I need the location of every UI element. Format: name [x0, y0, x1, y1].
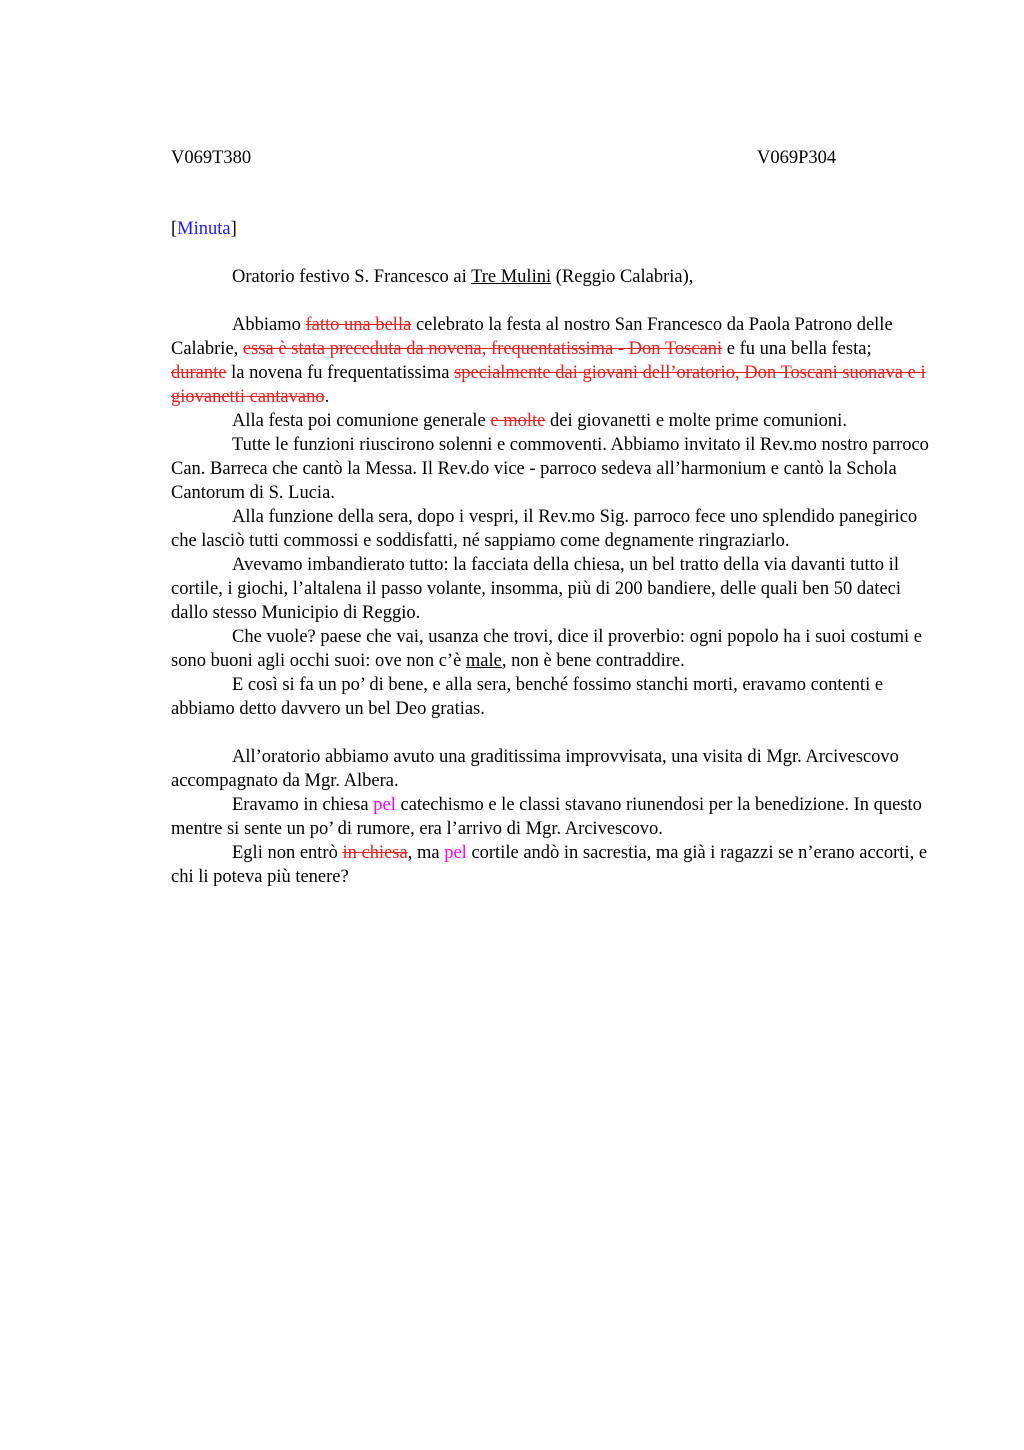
text-run: Eravamo in chiesa: [232, 795, 374, 815]
heading-text: Oratorio festivo S. Francesco ai: [232, 267, 472, 287]
paragraph-8: All’oratorio abbiamo avuto una graditissima improvvisata, una visita di Mgr. Arcivescovo accompagnato da Mgr. Albera.: [171, 747, 899, 791]
letter-heading: [171, 265, 931, 289]
deleted-text: fatto una bella: [305, 315, 412, 335]
heading-text-end: (Reggio Calabria),: [551, 267, 694, 287]
paragraph-4: Alla funzione della sera, dopo i vespri, il Rev.mo Sig. parroco fece uno splendido panegirico che lasciò tutti commossi e soddisfatti, né sappiamo come degnamente ringraziarlo.: [171, 507, 918, 551]
paragraph-3: Tutte le funzioni riuscirono solenni e commoventi. Abbiamo invitato il Rev.mo nostro parroco Can. Barreca che cantò la Messa. Il Rev.do vice - parroco sedeva all’harmonium e cantò la Schola Cantorum di S. Lucia.: [171, 435, 929, 503]
minuta-note: [171, 217, 931, 241]
text-run: celebrato la festa al nostro San Francesco da Paola Patrono delle Calabrie,: [171, 315, 893, 359]
text-run: Abbiamo: [232, 315, 306, 335]
paragraph-5: Avevamo imbandierato tutto: la facciata della chiesa, un bel tratto della via davanti tutto il cortile, i giochi, l’altalena il passo volante, insomma, più di 200 bandiere, delle quali ben 50 dateci dallo stesso Municipio di Reggio.: [171, 555, 902, 623]
deleted-text: specialmente dai giovani dell’oratorio, Don Toscani suonava e i giovanetti cantavano: [171, 363, 926, 407]
bracket-close: ]: [230, 219, 237, 239]
text-run: catechismo e le classi stavano riunendosi per la benedizione. In questo mentre si sente un po’ di rumore, era l’arrivo di Mgr. Arcivescovo.: [171, 795, 922, 839]
spacer: [171, 289, 931, 313]
document-code-right: V069P304: [757, 148, 837, 168]
minuta-label: Minuta: [177, 219, 231, 239]
bracket-open: [: [171, 219, 178, 239]
document-code-left: V069T380: [171, 148, 252, 168]
underlined-text: male: [465, 651, 502, 671]
text-run: , ma: [407, 843, 445, 863]
deleted-text: e molte: [490, 411, 546, 431]
inserted-text: pel: [373, 795, 396, 815]
paragraph-6: [171, 625, 931, 673]
paragraph-10: [171, 841, 931, 889]
text-run: cortile andò in sacrestia, ma già i ragazzi se n’erano accorti, e chi li poteva più tenere?: [171, 843, 928, 887]
text-run: e fu una bella festa;: [722, 339, 872, 359]
deleted-text: essa è stata preceduta da novena, frequentatissima - Don Toscani: [242, 339, 723, 359]
text-run: Alla festa poi comunione generale: [232, 411, 491, 431]
text-run: Egli non entrò: [232, 843, 343, 863]
spacer: [171, 721, 931, 745]
deleted-text: in chiesa: [342, 843, 408, 863]
inserted-text: pel: [444, 843, 467, 863]
text-run: , non è bene contraddire.: [501, 651, 685, 671]
text-run: Che vuole? paese che vai, usanza che trovi, dice il proverbio: ogni popolo ha i suoi costumi e sono buoni agli occhi suoi: ove non c’è: [171, 627, 922, 671]
letter-body: [171, 217, 931, 889]
text-run: dei giovanetti e molte prime comunioni.: [545, 411, 847, 431]
paragraph-7: E così si fa un po’ di bene, e alla sera, benché fossimo stanchi morti, eravamo contenti e abbiamo detto davvero un bel Deo gratias.: [171, 675, 884, 719]
paragraph-1: [171, 313, 931, 409]
text-run: la novena fu frequentatissima: [226, 363, 455, 383]
heading-underlined: Tre Mulini: [471, 267, 552, 287]
deleted-text: durante: [171, 363, 227, 383]
paragraph-2: [171, 409, 931, 433]
text-run: .: [324, 387, 330, 407]
paragraph-9: [171, 793, 931, 841]
spacer: [171, 241, 931, 265]
